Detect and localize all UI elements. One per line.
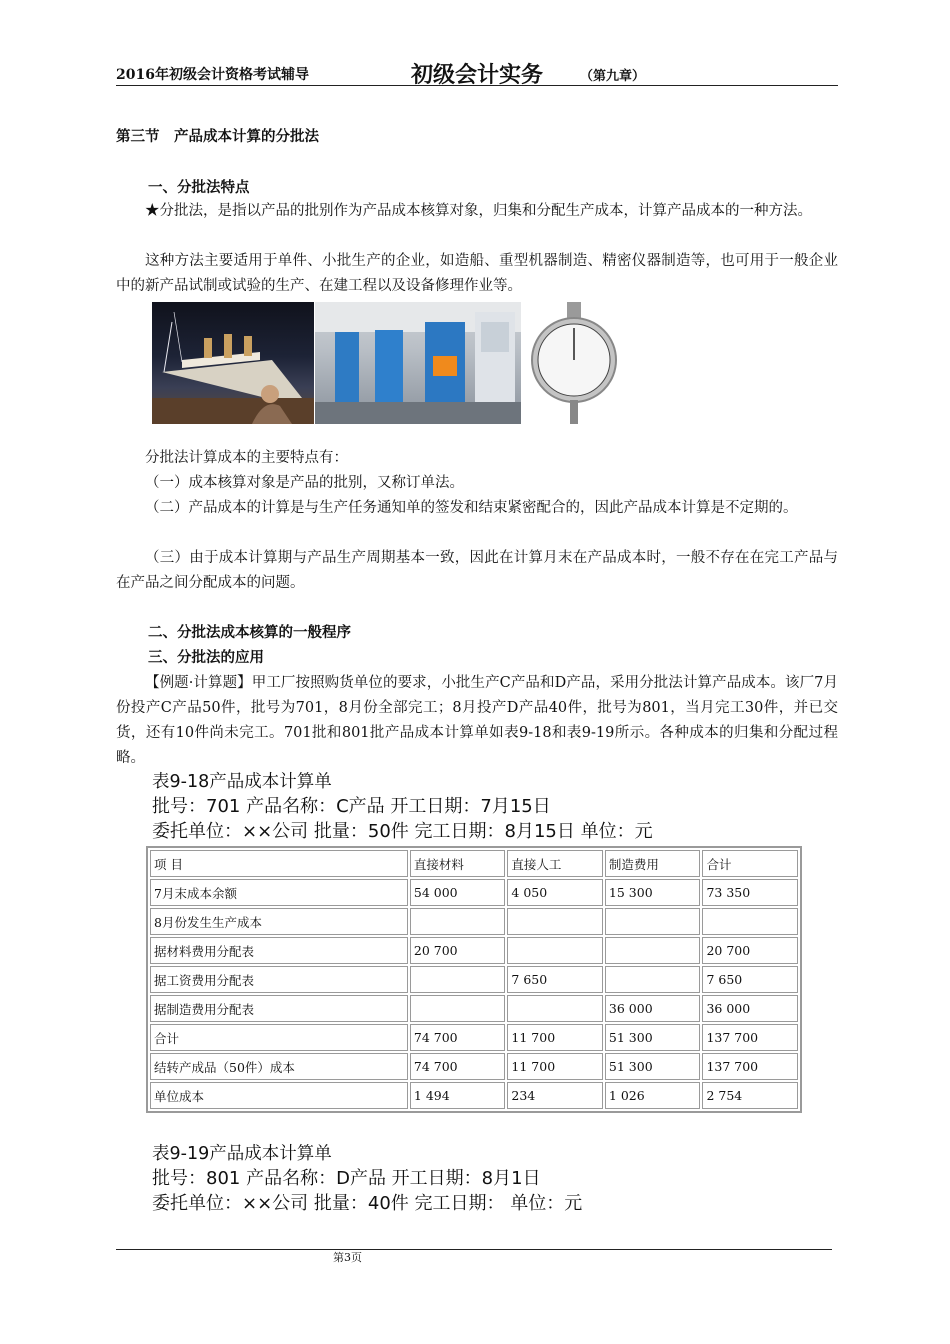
- table-row: [150, 879, 798, 906]
- machinery-photo: [315, 302, 521, 424]
- paragraph-definition: ★分批法，是指以产品的批别作为产品成本核算对象，归集和分配生产成本，计算产品成本的一种方法。: [145, 203, 812, 219]
- table-cell: [507, 937, 603, 964]
- table-cell: 36 000: [605, 995, 701, 1022]
- table-cell: 据材料费用分配表: [150, 937, 408, 964]
- table-row: [150, 937, 798, 964]
- table-header-cell: 直接人工: [507, 850, 603, 877]
- table-cell: 1 026: [605, 1082, 701, 1109]
- table-header-cell: 合计: [702, 850, 798, 877]
- table-row: [150, 908, 798, 935]
- table-cell: 74 700: [410, 1053, 506, 1080]
- table-header-cell: 直接材料: [410, 850, 506, 877]
- table-cell: 74 700: [410, 1024, 506, 1051]
- table-row: [150, 966, 798, 993]
- table-cell: 11 700: [507, 1053, 603, 1080]
- heading-application: 三、分批法的应用: [148, 649, 264, 666]
- table-row: [150, 995, 798, 1022]
- paragraph-scope: 这种方法主要适用于单件、小批生产的企业，如造船、重型机器制造、精密仪器制造等，也可用于一般企业中的新产品试制或试验的生产、在建工程以及设备修理作业等。: [116, 253, 838, 294]
- table-cell: 4 050: [507, 879, 603, 906]
- table-cell: 51 300: [605, 1024, 701, 1051]
- table-cell: [605, 966, 701, 993]
- table-9-18-line1: 批号：701 产品名称：C产品 开工日期：7月15日: [152, 796, 551, 817]
- table-cell: 1 494: [410, 1082, 506, 1109]
- table-cell: 234: [507, 1082, 603, 1109]
- table-cell: 15 300: [605, 879, 701, 906]
- table-9-18-line2: 委托单位：××公司 批量：50件 完工日期：8月15日 单位：元: [152, 821, 653, 842]
- illustration-strip: [152, 302, 622, 424]
- example-paragraph: 【例题·计算题】甲工厂按照购货单位的要求，小批生产C产品和D产品，采用分批法计算产品成本。该厂7月份投产C产品50件，批号为701，8月份全部完工；8月投产D产品40件，批号为801，当月完工30件，并已交货，还有10件尚未完工。701批和801批产品成本计算单如表9-18和表9-19所示。各种成本的归集和分配过程略。: [116, 675, 838, 766]
- header-chapter: （第九章）: [580, 69, 646, 84]
- table-row: [150, 1024, 798, 1051]
- table-cell: 7月末成本余额: [150, 879, 408, 906]
- page-number: 第3页: [333, 1251, 362, 1264]
- feature-3: （三）由于成本计算期与产品生产周期基本一致，因此在计算月末在产品成本时，一般不存在在完工产品与在产品之间分配成本的问题。: [116, 550, 838, 591]
- table-cell: 结转产成品（50件）成本: [150, 1053, 408, 1080]
- table-cell: 据制造费用分配表: [150, 995, 408, 1022]
- table-row: [150, 1082, 798, 1109]
- table-9-18-caption: 表9-18产品成本计算单: [152, 772, 332, 792]
- table-cell: 20 700: [410, 937, 506, 964]
- table-cell: 20 700: [702, 937, 798, 964]
- table-cell: 36 000: [702, 995, 798, 1022]
- table-9-19-line2: 委托单位：××公司 批量：40件 完工日期： 单位：元: [152, 1193, 583, 1214]
- table-cell: 11 700: [507, 1024, 603, 1051]
- section-title: 第三节 产品成本计算的分批法: [116, 128, 319, 145]
- table-cell: 8月份发生生产成本: [150, 908, 408, 935]
- footer-rule: [116, 1249, 832, 1250]
- header-book-title: 初级会计实务: [411, 62, 544, 88]
- header-rule: [116, 85, 838, 86]
- table-cell: 据工资费用分配表: [150, 966, 408, 993]
- table-cell: [507, 995, 603, 1022]
- heading-procedure: 二、分批法成本核算的一般程序: [148, 624, 351, 641]
- dial-gauge-photo: [526, 302, 622, 424]
- table-cell: 7 650: [702, 966, 798, 993]
- table-cell: 合计: [150, 1024, 408, 1051]
- table-cell: 137 700: [702, 1024, 798, 1051]
- table-cell: [605, 908, 701, 935]
- table-cell: [410, 966, 506, 993]
- table-cell: [507, 908, 603, 935]
- table-cell: 7 650: [507, 966, 603, 993]
- cost-table-9-18: [146, 846, 802, 1113]
- table-9-19-caption: 表9-19产品成本计算单: [152, 1144, 332, 1164]
- table-row: [150, 1053, 798, 1080]
- table-cell: 73 350: [702, 879, 798, 906]
- page-header: [116, 58, 838, 86]
- header-exam-title: 2016年初级会计资格考试辅导: [116, 67, 309, 83]
- table-cell: 51 300: [605, 1053, 701, 1080]
- features-intro: 分批法计算成本的主要特点有：: [145, 450, 348, 466]
- table-cell: [410, 995, 506, 1022]
- table-cell: [410, 908, 506, 935]
- table-9-19-line1: 批号：801 产品名称：D产品 开工日期：8月1日: [152, 1168, 541, 1189]
- table-header-row: [150, 850, 798, 877]
- table-cell: [605, 937, 701, 964]
- feature-2: （二）产品成本的计算是与生产任务通知单的签发和结束紧密配合的，因此产品成本计算是不定期的。: [145, 500, 798, 516]
- table-header-cell: 制造费用: [605, 850, 701, 877]
- heading-features: 一、分批法特点: [148, 179, 250, 196]
- table-cell: [702, 908, 798, 935]
- table-cell: 137 700: [702, 1053, 798, 1080]
- table-cell: 54 000: [410, 879, 506, 906]
- feature-1: （一）成本核算对象是产品的批别，又称订单法。: [145, 475, 464, 491]
- ship-photo: [152, 302, 314, 424]
- table-header-cell: 项 目: [150, 850, 408, 877]
- table-cell: 单位成本: [150, 1082, 408, 1109]
- table-cell: 2 754: [702, 1082, 798, 1109]
